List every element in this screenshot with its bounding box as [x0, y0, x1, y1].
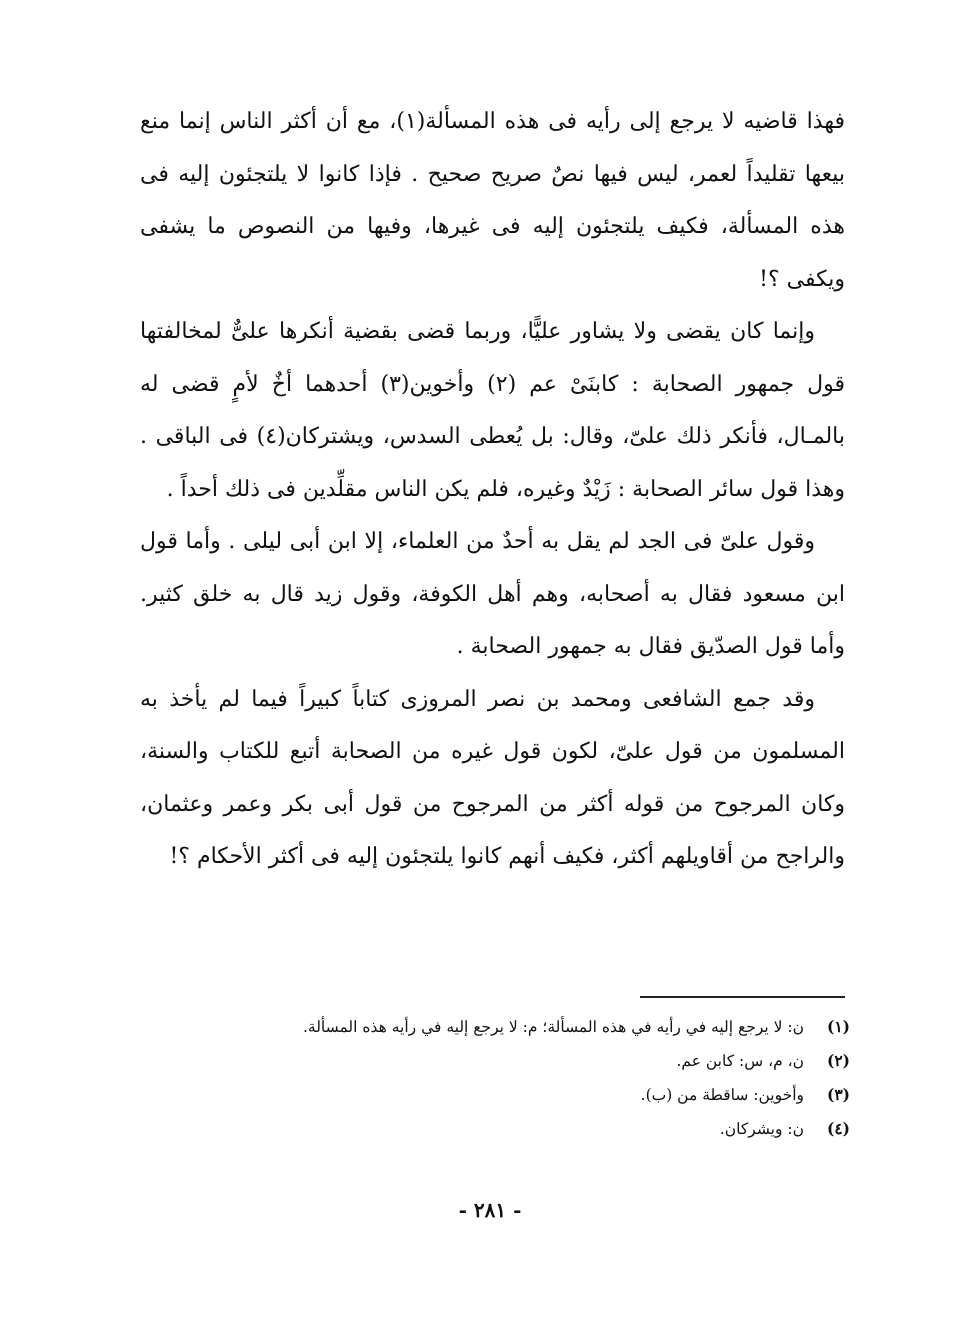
paragraph: وإنما كان يقضى ولا يشاور عليًّا، وربما قضى بقضية أنكرها علىٌّ لمخالفتها قول جمهور الصحابة : كابنَىْ عم (٢) وأخوين(٣) أحدهما أخٌ لأمٍ قضى له بالمـال، فأنكر ذلك علىّ، وقال: بل يُعطى السدس، ويشتركان(٤) فى الباقى . وهذا قول سائر الصحابة : زَيْدٌ وغيره، فلم يكن الناس مقلِّدين فى ذلك أحداً . [140, 319, 846, 502]
footnote-number: (٢) [826, 1051, 850, 1070]
footnote-text: وأخوين: ساقطة من (ب). [640, 1086, 804, 1104]
paragraph: وقول علىّ فى الجد لم يقل به أحدٌ من العلماء، إلا ابن أبى ليلى . وأما قول ابن مسعود فقال به أصحابه، وهم أهل الكوفة، وقول زيد قال به خلق كثير. وأما قول الصدّيق فقال به جمهور الصحابة . [140, 529, 845, 659]
paragraph: فهذا قاضيه لا يرجع إلى رأيه فى هذه المسألة(١)، مع أن أكثر الناس إنما منع بيعها تقليداً لعمر، ليس فيها نصٌ صريح صحيح . فإذا كانوا لا يلتجئون إليه فى هذه المسألة، فكيف يلتجئون إليه فى غيرها، وفيها من النصوص ما يشفى ويكفى ؟! [140, 109, 845, 292]
footnote-text: ن: لا يرجع إليه في رأيه في هذه المسألة؛ م: لا يرجع إليه في رأيه هذه المسألة. [302, 1018, 804, 1036]
footnote [150, 1078, 850, 1112]
footnote-number: (٤) [826, 1119, 850, 1138]
footnote-text: ن، م، س: كابن عم. [676, 1052, 804, 1070]
footnotes [150, 1010, 850, 1146]
footnote [150, 1112, 850, 1146]
footnote-text: ن: ويشركان. [719, 1120, 804, 1138]
page-number: - ٢٨١ - [458, 1198, 522, 1222]
footnote [150, 1044, 850, 1078]
footnote-number: (١) [826, 1017, 850, 1036]
footnote-number: (٣) [826, 1085, 850, 1104]
footnote-divider [640, 996, 845, 998]
footnote [150, 1010, 850, 1044]
paragraph: وقد جمع الشافعى ومحمد بن نصر المروزى كتاباً كبيراً فيما لم يأخذ به المسلمون من قول علىّ، لكون قول غيره من الصحابة أتبع للكتاب والسنة، وكان المرجوح من قوله أكثر من المرجوح من قول أبى بكر وعمر وعثمان، والراجح من أقاويلهم أكثر، فكيف أنهم كانوا يلتجئون إليه فى أكثر الأحكام ؟! [140, 686, 845, 869]
main-text [140, 96, 845, 884]
